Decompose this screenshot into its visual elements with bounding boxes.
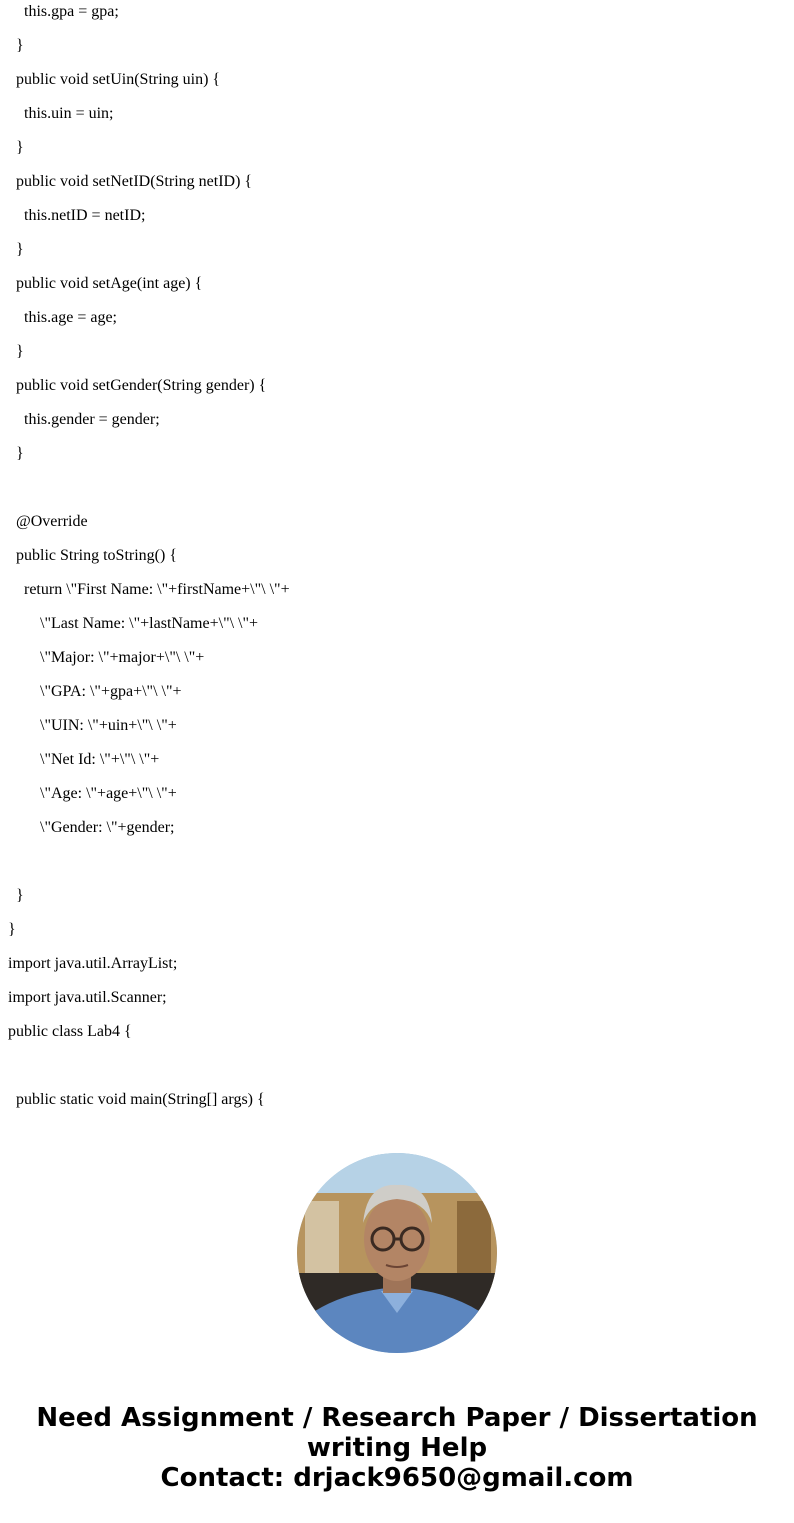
code-line: } [8,139,24,156]
code-line: public class Lab4 { [8,1023,132,1040]
code-line: \"Last Name: \"+lastName+\"\ \"+ [8,615,259,632]
promo-contact: Contact: drjack9650@gmail.com [160,1463,634,1493]
code-line: } [8,887,24,904]
code-line: } [8,241,24,258]
code-line: } [8,445,24,462]
code-line: public void setNetID(String netID) { [8,173,253,190]
code-block [8,0,788,1117]
code-line: public void setAge(int age) { [8,275,203,292]
code-line: \"UIN: \"+uin+\"\ \"+ [8,717,177,734]
code-line: } [8,921,16,938]
code-line: this.netID = netID; [8,207,146,224]
code-line: this.uin = uin; [8,105,114,122]
code-line: this.gender = gender; [8,411,160,428]
code-line: \"Net Id: \"+\"\ \"+ [8,751,160,768]
promo-banner [0,1403,794,1493]
code-line [8,471,788,505]
code-line: \"Gender: \"+gender; [8,819,175,836]
code-line: import java.util.Scanner; [8,989,167,1006]
code-line: import java.util.ArrayList; [8,955,178,972]
author-photo-icon [297,1153,497,1353]
code-line: @Override [8,513,88,530]
author-avatar [297,1153,497,1353]
code-line: public void setGender(String gender) { [8,377,267,394]
code-line: return \"First Name: \"+firstName+\"\ \"+ [8,581,290,598]
code-line: this.gpa = gpa; [8,3,119,20]
code-line [8,1049,788,1083]
code-line: } [8,343,24,360]
code-line: } [8,37,24,54]
code-line [8,845,788,879]
code-line: \"Major: \"+major+\"\ \"+ [8,649,205,666]
code-line: this.age = age; [8,309,117,326]
code-line: public void setUin(String uin) { [8,71,221,88]
code-line: public static void main(String[] args) { [8,1091,265,1108]
code-line: \"GPA: \"+gpa+\"\ \"+ [8,683,182,700]
code-line: \"Age: \"+age+\"\ \"+ [8,785,177,802]
code-line: public String toString() { [8,547,178,564]
promo-line: writing Help [306,1433,488,1463]
promo-line: Need Assignment / Research Paper / Dissertation [36,1403,758,1433]
